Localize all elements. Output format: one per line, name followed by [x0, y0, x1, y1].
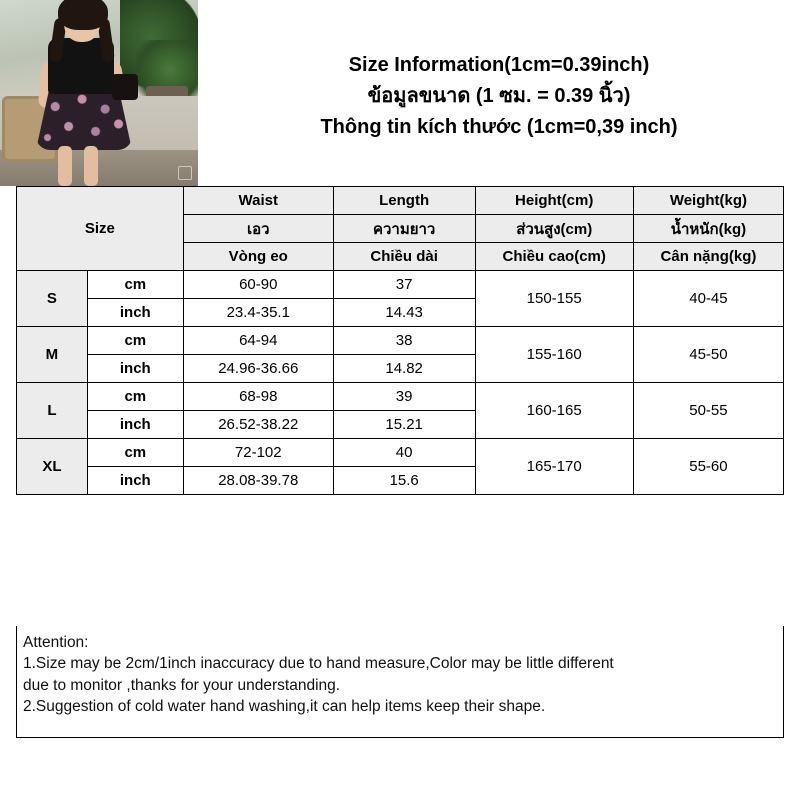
col-header-weight-en: Weight(kg) [633, 187, 783, 215]
unit-cm-s: cm [87, 271, 183, 299]
col-header-waist-vi: Vòng eo [183, 243, 333, 271]
size-table [16, 186, 784, 495]
length-cm-s: 37 [333, 271, 475, 299]
product-photo [0, 0, 198, 186]
col-header-waist-th: เอว [183, 215, 333, 243]
unit-cm-m: cm [87, 327, 183, 355]
height-l: 160-165 [475, 383, 633, 439]
unit-cm-xl: cm [87, 439, 183, 467]
model-hair [58, 0, 108, 30]
row-size-l: L [17, 383, 88, 439]
col-header-length-vi: Chiều dài [333, 243, 475, 271]
attention-heading: Attention: [23, 634, 89, 651]
length-inch-s: 14.43 [333, 299, 475, 327]
unit-inch-xl: inch [87, 467, 183, 495]
col-header-weight-th: น้ำหนัก(kg) [633, 215, 783, 243]
waist-cm-m: 64-94 [183, 327, 333, 355]
waist-cm-l: 68-98 [183, 383, 333, 411]
waist-inch-l: 26.52-38.22 [183, 411, 333, 439]
weight-s: 40-45 [633, 271, 783, 327]
weight-l: 50-55 [633, 383, 783, 439]
attention-line-1: 1.Size may be 2cm/1inch inaccuracy due to hand measure,Color may be little different [23, 655, 614, 673]
length-inch-m: 14.82 [333, 355, 475, 383]
col-header-height-th: ส่วนสูง(cm) [475, 215, 633, 243]
attention-line-3: 2.Suggestion of cold water hand washing,it can help items keep their shape. [23, 698, 546, 716]
length-cm-xl: 40 [333, 439, 475, 467]
table-row [17, 383, 784, 411]
watermark-icon [178, 166, 192, 180]
table-row [17, 439, 784, 467]
title-block [198, 0, 800, 186]
model-leg-left [58, 146, 72, 186]
col-header-height-vi: Chiều cao(cm) [475, 243, 633, 271]
model-leg-right [84, 146, 98, 186]
col-header-waist-en: Waist [183, 187, 333, 215]
handbag-icon [112, 74, 138, 100]
length-inch-xl: 15.6 [333, 467, 475, 495]
length-cm-m: 38 [333, 327, 475, 355]
row-size-xl: XL [17, 439, 88, 495]
size-header-cell: Size [17, 187, 184, 271]
col-header-length-en: Length [333, 187, 475, 215]
col-header-height-en: Height(cm) [475, 187, 633, 215]
waist-inch-m: 24.96-36.66 [183, 355, 333, 383]
attention-line-2: due to monitor ,thanks for your understanding. [23, 676, 341, 694]
length-cm-l: 39 [333, 383, 475, 411]
unit-cm-l: cm [87, 383, 183, 411]
weight-m: 45-50 [633, 327, 783, 383]
unit-inch-s: inch [87, 299, 183, 327]
unit-inch-m: inch [87, 355, 183, 383]
table-row [17, 327, 784, 355]
waist-cm-xl: 72-102 [183, 439, 333, 467]
col-header-weight-vi: Cân nặng(kg) [633, 243, 783, 271]
table-row [17, 271, 784, 299]
length-inch-l: 15.21 [333, 411, 475, 439]
waist-cm-s: 60-90 [183, 271, 333, 299]
height-m: 155-160 [475, 327, 633, 383]
title-line-vi: Thông tin kích thước (1cm=0,39 inch) [320, 116, 678, 138]
height-s: 150-155 [475, 271, 633, 327]
title-line-th: ข้อมูลขนาด (1 ซม. = 0.39 นิ้ว) [367, 85, 631, 107]
table-header-row-en [17, 187, 784, 215]
attention-block [16, 626, 784, 738]
height-xl: 165-170 [475, 439, 633, 495]
row-size-s: S [17, 271, 88, 327]
weight-xl: 55-60 [633, 439, 783, 495]
waist-inch-s: 23.4-35.1 [183, 299, 333, 327]
unit-inch-l: inch [87, 411, 183, 439]
header [0, 0, 800, 186]
size-table-wrapper [16, 186, 784, 495]
col-header-length-th: ความยาว [333, 215, 475, 243]
waist-inch-xl: 28.08-39.78 [183, 467, 333, 495]
title-line-en: Size Information(1cm=0.39inch) [348, 54, 650, 76]
row-size-m: M [17, 327, 88, 383]
